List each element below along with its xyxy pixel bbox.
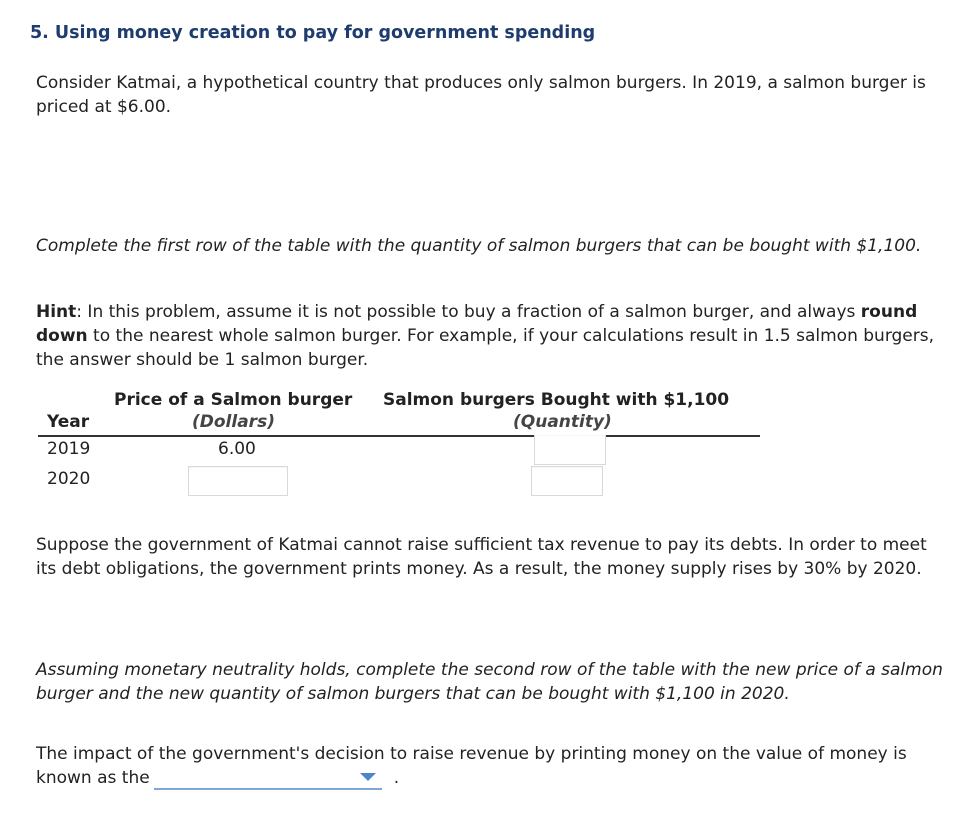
caret-down-icon bbox=[360, 773, 376, 781]
row-2020-year: 2020 bbox=[47, 469, 91, 489]
impact-text: The impact of the government's decision to raise revenue by printing money on the value of money is known as the bbox=[36, 744, 907, 788]
intro-paragraph: Consider Katmai, a hypothetical country that produces only salmon burgers. In 2019, a salmon burger is priced at $6.00. bbox=[36, 73, 926, 117]
quantity-2019-input[interactable] bbox=[534, 435, 606, 465]
impact-paragraph bbox=[36, 742, 948, 790]
instruction-paragraph: Complete the first row of the table with the quantity of salmon burgers that can be bought with $1,100. bbox=[36, 236, 922, 256]
quantity-unit-label: (Quantity) bbox=[513, 412, 612, 432]
hint-text-b: to the nearest whole salmon burger. For example, if your calculations result in 1.5 salmon burgers, the answer should be 1 salmon burger. bbox=[36, 326, 935, 370]
impact-dropdown[interactable] bbox=[154, 766, 382, 790]
quantity-column-header: Salmon burgers Bought with $1,100 bbox=[383, 390, 730, 410]
row-2019-price: 6.00 bbox=[218, 439, 256, 459]
impact-period: . bbox=[393, 768, 400, 788]
supposition-paragraph: Suppose the government of Katmai cannot raise sufficient tax revenue to pay its debts. In order to meet its debt obligations, the government prints money. As a result, the money supply rises by 30% by 2020. bbox=[36, 535, 927, 579]
row-2019-year: 2019 bbox=[47, 439, 91, 459]
price-unit-label: (Dollars) bbox=[192, 412, 275, 432]
question-title: 5. Using money creation to pay for government spending bbox=[30, 23, 596, 43]
hint-text-a: : In this problem, assume it is not possible to buy a fraction of a salmon burger, and always bbox=[76, 302, 861, 322]
hint-label: Hint bbox=[36, 302, 77, 322]
data-table bbox=[38, 390, 760, 502]
header-divider bbox=[38, 435, 760, 437]
quantity-2020-input[interactable] bbox=[531, 466, 603, 496]
assumption-paragraph: Assuming monetary neutrality holds, complete the second row of the table with the new price of a salmon burger and the new quantity of salmon burgers that can be bought with $1,100 in 2020. bbox=[36, 660, 943, 704]
price-2020-input[interactable] bbox=[188, 466, 288, 496]
hint-paragraph bbox=[36, 300, 948, 372]
hint-bold: round down bbox=[36, 302, 918, 346]
price-column-header: Price of a Salmon burger bbox=[114, 390, 353, 410]
year-column-header: Year bbox=[47, 412, 90, 432]
